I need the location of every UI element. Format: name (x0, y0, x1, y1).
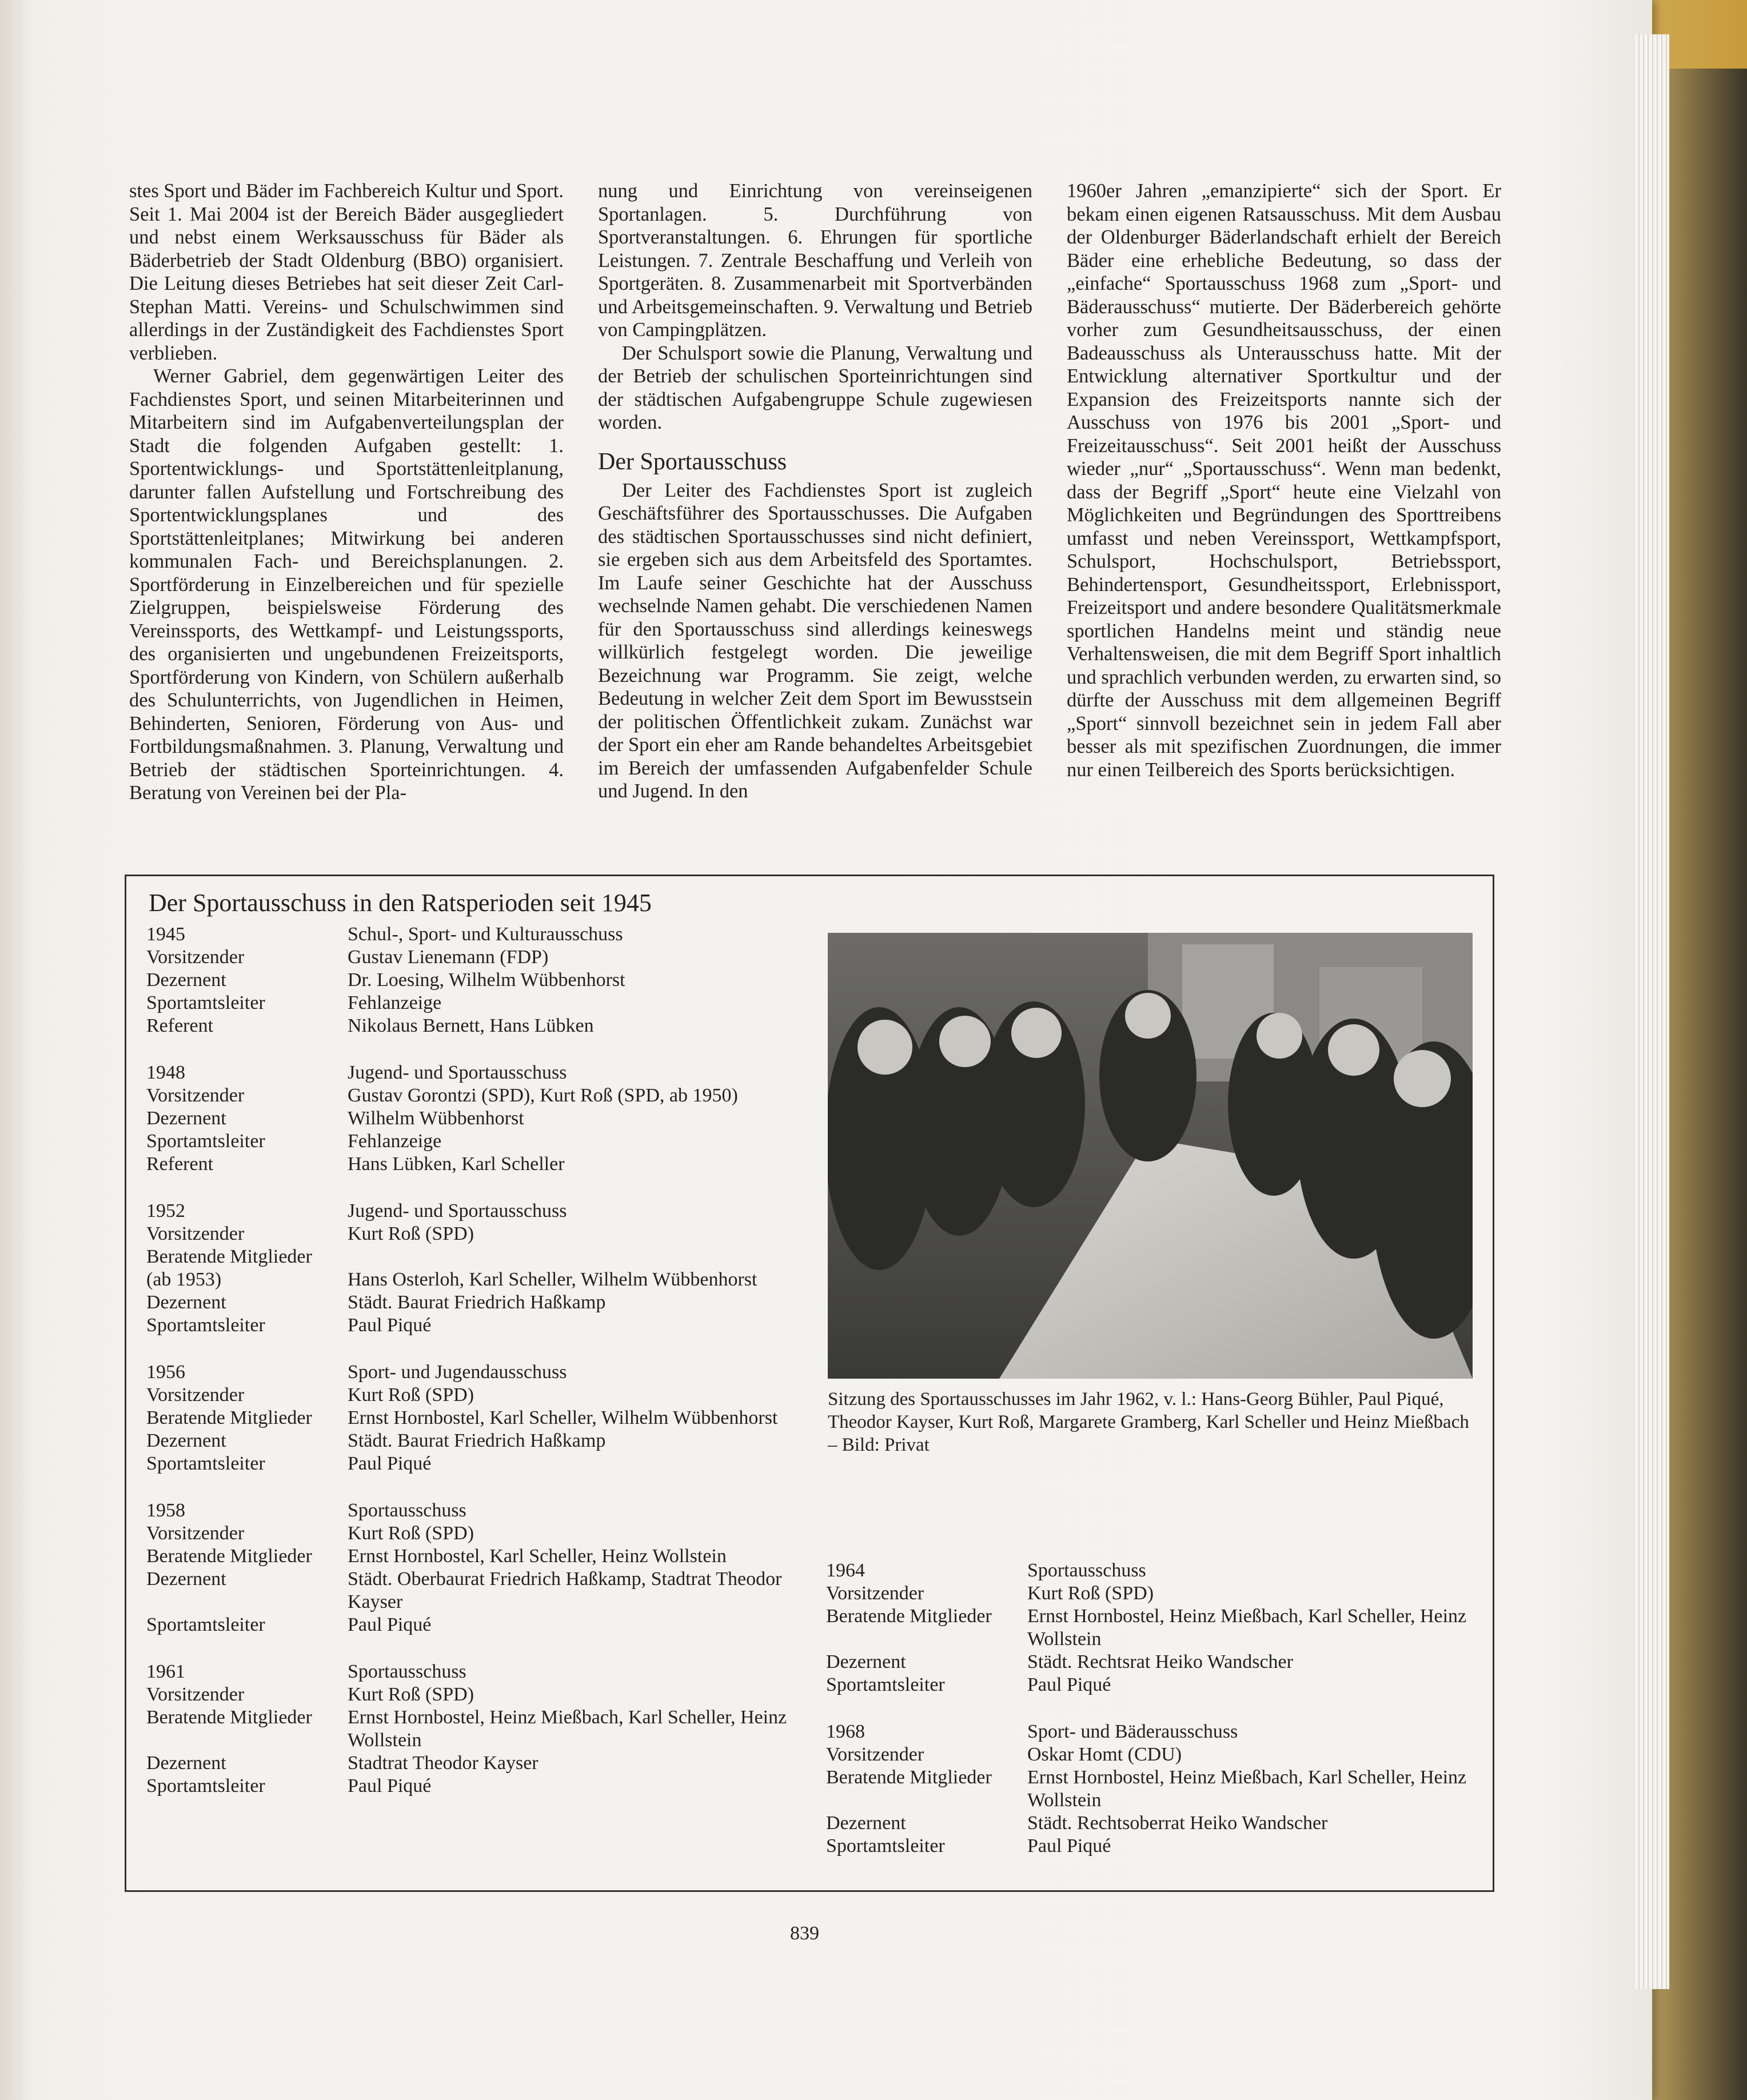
row-label: Vorsitzender (826, 1744, 924, 1765)
row-label: 1968 (826, 1721, 865, 1742)
period-row (146, 1775, 804, 1798)
paragraph: 1960er Jahren „emanzipierte“ sich der Sport. Er bekam einen eigenen Ratsausschuss. Mit dem Ausbau der Oldenburger Bäderlandschaft erhielt der Bereich Bäder eine erhebliche Bedeutung, so dass der „einfache“ Sportausschuss 1968 zum „Sport- und Bäderausschuss“ mutierte. Der Bäderbereich gehörte vorher zum Gesundheitsausschuss, der einen Badeausschuss als Unterausschuss hatte. Mit der Entwicklung alternativer Sportkultur und der Expansion des Freizeitsports nannte sich der Ausschuss von 1976 bis 2001 „Sport- und Freizeitausschuss“. Seit 2001 heißt der Ausschuss wieder „nur“ „Sportausschuss“. Wenn man bedenkt, dass der Begriff „Sport“ heute eine Vielzahl von Möglichkeiten und Begründungen des Sporttreibens umfasst und neben Vereinssport, Wettkampfsport, Schulsport, Hochschulsport, Betriebssport, Behindertensport, Gesundheitssport, Erlebnissport, Freizeitsport und andere besondere Qualitätsmerkmale sportlichen Handelns meint und ständig neue Verhaltensweisen, die mit dem Begriff Sport inhaltlich und sprachlich verbunden werden, zu erwarten sind, so dürfte der Ausschuss mit dem allgemeinen Begriff „Sport“ sinnvoll bezeichnet sein in jedem Fall aber besser als mit spezifischen Zuordnungen, die immer nur einen Teilbereich des Sports berücksichtigen. (1067, 180, 1501, 781)
row-label: 1945 (146, 924, 185, 945)
row-value: Paul Piqué (1027, 1674, 1111, 1695)
period-row (826, 1605, 1478, 1651)
row-value: Paul Piqué (348, 1315, 432, 1336)
row-label: Sportamtsleiter (826, 1835, 945, 1857)
row-value: Jugend- und Sportausschuss (348, 1062, 567, 1083)
period-row (146, 1245, 804, 1268)
row-label: Vorsitzender (146, 1684, 245, 1705)
period-row (146, 1291, 804, 1314)
committee-table-right (826, 1559, 1478, 1858)
row-value: Paul Piqué (348, 1614, 432, 1635)
row-value: Sport- und Bäderausschuss (1027, 1721, 1238, 1742)
row-value: Städt. Baurat Friedrich Haßkamp (348, 1430, 606, 1451)
row-value: Städt. Rechtsrat Heiko Wandscher (1027, 1651, 1293, 1672)
period-row (146, 923, 804, 946)
period-row (826, 1674, 1478, 1696)
meeting-photo (828, 933, 1473, 1379)
period-row (146, 1752, 804, 1775)
row-value: Kurt Roß (SPD) (348, 1384, 474, 1406)
page-number: 839 (790, 1923, 819, 1944)
row-label: Dezernent (146, 1292, 226, 1313)
row-value: Kurt Roß (SPD) (1027, 1583, 1154, 1604)
row-label: Referent (146, 1015, 214, 1036)
row-label: 1958 (146, 1500, 185, 1521)
period-block (146, 923, 804, 1037)
row-value: Städt. Baurat Friedrich Haßkamp (348, 1292, 606, 1313)
row-value: Hans Osterloh, Karl Scheller, Wilhelm Wübbenhorst (348, 1269, 757, 1290)
period-block (826, 1720, 1478, 1858)
row-label: Sportamtsleiter (146, 1315, 265, 1336)
row-value: Ernst Hornbostel, Heinz Mießbach, Karl Scheller, Heinz Wollstein (348, 1707, 787, 1751)
row-label: Sportamtsleiter (826, 1674, 945, 1695)
text-column-2 (598, 179, 1032, 803)
row-label: 1961 (146, 1661, 185, 1682)
period-row (146, 969, 804, 992)
row-label: Beratende Mitglieder (146, 1407, 312, 1428)
period-row (146, 1452, 804, 1475)
row-label: 1948 (146, 1062, 185, 1083)
paragraph: Werner Gabriel, dem gegenwärtigen Leiter des Fachdienstes Sport, und seinen Mitarbeiterinnen und Mitarbeitern sind im Aufgabenverteilungsplan der Stadt die folgenden Aufgaben gestellt: 1. Sportentwicklungs- und Sportstättenleitplanung, darunter fallen Aufstellung und Fortschreibung des Sportentwicklungsplanes und des Sportstättenleitplanes; Mitwirkung bei anderen kommunalen Fach- und Bereichsplanungen. 2. Sportförderung in Einzelbereichen und für spezielle Zielgruppen, beispielsweise Förderung des Vereinssports, des Wettkampf- und Leistungssports, des organisierten und ungebundenen Freizeitsports, Sportförderung von Kindern, von Schülern außerhalb des Schulunterrichts, von Jugendlichen in Heimen, Behinderten, Senioren, Förderung von Aus- und Fortbildungsmaßnahmen. 3. Planung, Verwaltung und Betrieb der städtischen Sporteinrichtungen. 4. Beratung von Vereinen bei der Pla- (129, 365, 564, 804)
row-value: Ernst Hornbostel, Heinz Mießbach, Karl Scheller, Heinz Wollstein (1027, 1767, 1467, 1811)
info-box-title: Der Sportausschuss in den Ratsperioden seit 1945 (149, 889, 652, 917)
row-value: Kurt Roß (SPD) (348, 1223, 474, 1244)
row-value: Paul Piqué (348, 1775, 432, 1796)
period-gap (146, 1337, 804, 1361)
row-label: Sportamtsleiter (146, 1775, 265, 1796)
period-row (146, 946, 804, 969)
period-row (826, 1812, 1478, 1835)
period-row (826, 1720, 1478, 1743)
row-label: Dezernent (146, 1108, 226, 1129)
row-value: Fehlanzeige (348, 992, 442, 1013)
period-row (826, 1743, 1478, 1766)
row-label: Sportamtsleiter (146, 992, 265, 1013)
row-value: Nikolaus Bernett, Hans Lübken (348, 1015, 594, 1036)
row-label: Beratende Mitglieder (146, 1246, 312, 1267)
row-label: Vorsitzender (146, 947, 245, 968)
photo-caption: Sitzung des Sportausschusses im Jahr 1962, v. l.: Hans-Georg Bühler, Paul Piqué, Theodor Kayser, Kurt Roß, Margarete Gramberg, Karl Scheller und Heinz Mießbach – Bild: Privat (828, 1389, 1469, 1455)
period-row (826, 1559, 1478, 1582)
row-label: Dezernent (146, 1430, 226, 1451)
period-block (146, 1061, 804, 1176)
row-label: Vorsitzender (826, 1583, 924, 1604)
period-gap (826, 1696, 1478, 1720)
period-row (146, 1153, 804, 1176)
row-value: Sportausschuss (348, 1500, 466, 1521)
row-value: Paul Piqué (1027, 1835, 1111, 1857)
row-value: Ernst Hornbostel, Heinz Mießbach, Karl Scheller, Heinz Wollstein (1027, 1606, 1467, 1650)
row-label: Dezernent (146, 969, 226, 991)
row-label: Dezernent (146, 1752, 226, 1774)
period-row (146, 1084, 804, 1107)
row-value: Gustav Lienemann (FDP) (348, 947, 549, 968)
period-row (146, 1268, 804, 1291)
paragraph: Der Schulsport sowie die Planung, Verwaltung und der Betrieb der schulischen Sporteinrichtungen sind der städtischen Aufgabengruppe Schule zugewiesen worden. (598, 342, 1032, 433)
text-column-3 (1067, 179, 1501, 781)
row-label: Dezernent (146, 1568, 226, 1590)
row-value: Wilhelm Wübbenhorst (348, 1108, 524, 1129)
row-value: Sportausschuss (1027, 1560, 1146, 1581)
row-value: Städt. Rechtsoberrat Heiko Wandscher (1027, 1812, 1328, 1834)
period-row (146, 1706, 804, 1752)
period-row (826, 1651, 1478, 1674)
period-block (146, 1361, 804, 1475)
row-value: Paul Piqué (348, 1453, 432, 1474)
row-label: Vorsitzender (146, 1223, 245, 1244)
period-row (146, 1314, 804, 1337)
period-row (146, 1130, 804, 1153)
period-gap (146, 1636, 804, 1660)
row-label: Sportamtsleiter (146, 1614, 265, 1635)
period-row (826, 1766, 1478, 1812)
row-label: Beratende Mitglieder (146, 1707, 312, 1728)
row-label: Dezernent (826, 1651, 906, 1672)
row-label: 1952 (146, 1200, 185, 1221)
period-row (146, 1430, 804, 1452)
period-block (146, 1660, 804, 1798)
row-label: Referent (146, 1153, 214, 1175)
row-label: 1964 (826, 1560, 865, 1581)
row-value: Ernst Hornbostel, Karl Scheller, Wilhelm Wübbenhorst (348, 1407, 778, 1428)
period-row (146, 1568, 804, 1614)
period-block (146, 1499, 804, 1636)
meeting-photo-image (828, 933, 1473, 1379)
committee-table-left (146, 923, 804, 1798)
period-row (146, 1061, 804, 1084)
row-value: Sportausschuss (348, 1661, 466, 1682)
row-value: Städt. Oberbaurat Friedrich Haßkamp, Stadtrat Theodor Kayser (348, 1568, 782, 1612)
period-row (146, 1545, 804, 1568)
period-row (146, 1522, 804, 1545)
row-label: Dezernent (826, 1812, 906, 1834)
row-value: Kurt Roß (SPD) (348, 1523, 474, 1544)
period-row (826, 1582, 1478, 1605)
period-row (826, 1835, 1478, 1858)
period-row (146, 1499, 804, 1522)
section-heading: Der Sportausschuss (598, 448, 787, 475)
row-value: Hans Lübken, Karl Scheller (348, 1153, 565, 1175)
row-label: Beratende Mitglieder (826, 1767, 992, 1788)
period-row (146, 1384, 804, 1407)
period-row (146, 1200, 804, 1223)
row-label: Vorsitzender (146, 1523, 245, 1544)
period-row (146, 1683, 804, 1706)
row-label: Beratende Mitglieder (146, 1546, 312, 1567)
row-label: Vorsitzender (146, 1384, 245, 1406)
row-value: Sport- und Jugendausschuss (348, 1362, 567, 1383)
period-row (146, 1015, 804, 1037)
row-label: 1956 (146, 1362, 185, 1383)
row-value: Kurt Roß (SPD) (348, 1684, 474, 1705)
row-value: Ernst Hornbostel, Karl Scheller, Heinz Wollstein (348, 1546, 727, 1567)
period-row (146, 1361, 804, 1384)
period-block (826, 1559, 1478, 1696)
row-value: Fehlanzeige (348, 1131, 442, 1152)
row-value (348, 1245, 793, 1268)
row-value: Schul-, Sport- und Kulturausschuss (348, 924, 623, 945)
period-row (146, 1107, 804, 1130)
row-label: Sportamtsleiter (146, 1453, 265, 1474)
period-row (146, 1407, 804, 1430)
paragraph: Der Leiter des Fachdienstes Sport ist zugleich Geschäftsführer des Sportausschusses. Die Aufgaben des städtischen Sportausschusses sind nicht definiert, sie ergeben sich aus dem Arbeitsfeld des Sportamtes. Im Laufe seiner Geschichte hat der Ausschuss wechselnde Namen gehabt. Die verschiedenen Namen für den Sportausschuss sind allerdings keineswegs willkürlich festgelegt worden. Die jeweilige Bezeichnung war Programm. Sie zeigt, welche Bedeutung in welcher Zeit dem Sport im Bewusstsein der politischen Öffentlichkeit zukam. Zunächst war der Sport ein eher am Rande behandeltes Arbeitsgebiet im Bereich der umfassenden Aufgabenfelder Schule und Jugend. In den (598, 479, 1032, 802)
row-label: Beratende Mitglieder (826, 1606, 992, 1627)
period-row (146, 1223, 804, 1245)
period-gap (146, 1475, 804, 1499)
row-label: Sportamtsleiter (146, 1131, 265, 1152)
text-column-1 (129, 179, 564, 805)
period-gap (146, 1037, 804, 1061)
page-stack-edges (1635, 34, 1669, 1989)
period-row (146, 1660, 804, 1683)
row-label: Vorsitzender (146, 1085, 245, 1106)
row-value: Jugend- und Sportausschuss (348, 1200, 567, 1221)
paragraph: stes Sport und Bäder im Fachbereich Kultur und Sport. Seit 1. Mai 2004 ist der Bereich Bäder ausgegliedert und nebst einem Werksausschuss für Bäder als Bäderbetrieb der Stadt Oldenburg (BBO) organisiert. Die Leitung dieses Betriebes hat seit dieser Zeit Carl-Stephan Matti. Vereins- und Schulschwimmen sind allerdings in der Zuständigkeit des Fachdienstes Sport verblieben. (129, 180, 564, 364)
period-block (146, 1200, 804, 1337)
period-gap (146, 1176, 804, 1200)
row-value: Oskar Homt (CDU) (1027, 1744, 1182, 1765)
row-value: Stadtrat Theodor Kayser (348, 1752, 539, 1774)
paragraph: nung und Einrichtung von vereinseigenen Sportanlagen. 5. Durchführung von Sportveranstaltungen. 6. Ehrungen für sportliche Leistungen. 7. Zentrale Beschaffung und Verleih von Sportgeräten. 8. Zusammenarbeit mit Sportverbänden und Arbeitsgemeinschaften. 9. Verwaltung und Betrieb von Campingplätzen. (598, 180, 1032, 341)
row-label: (ab 1953) (146, 1269, 222, 1290)
period-row (146, 1614, 804, 1636)
row-value: Gustav Gorontzi (SPD), Kurt Roß (SPD, ab 1950) (348, 1085, 738, 1106)
period-row (146, 992, 804, 1015)
row-value: Dr. Loesing, Wilhelm Wübbenhorst (348, 969, 625, 991)
